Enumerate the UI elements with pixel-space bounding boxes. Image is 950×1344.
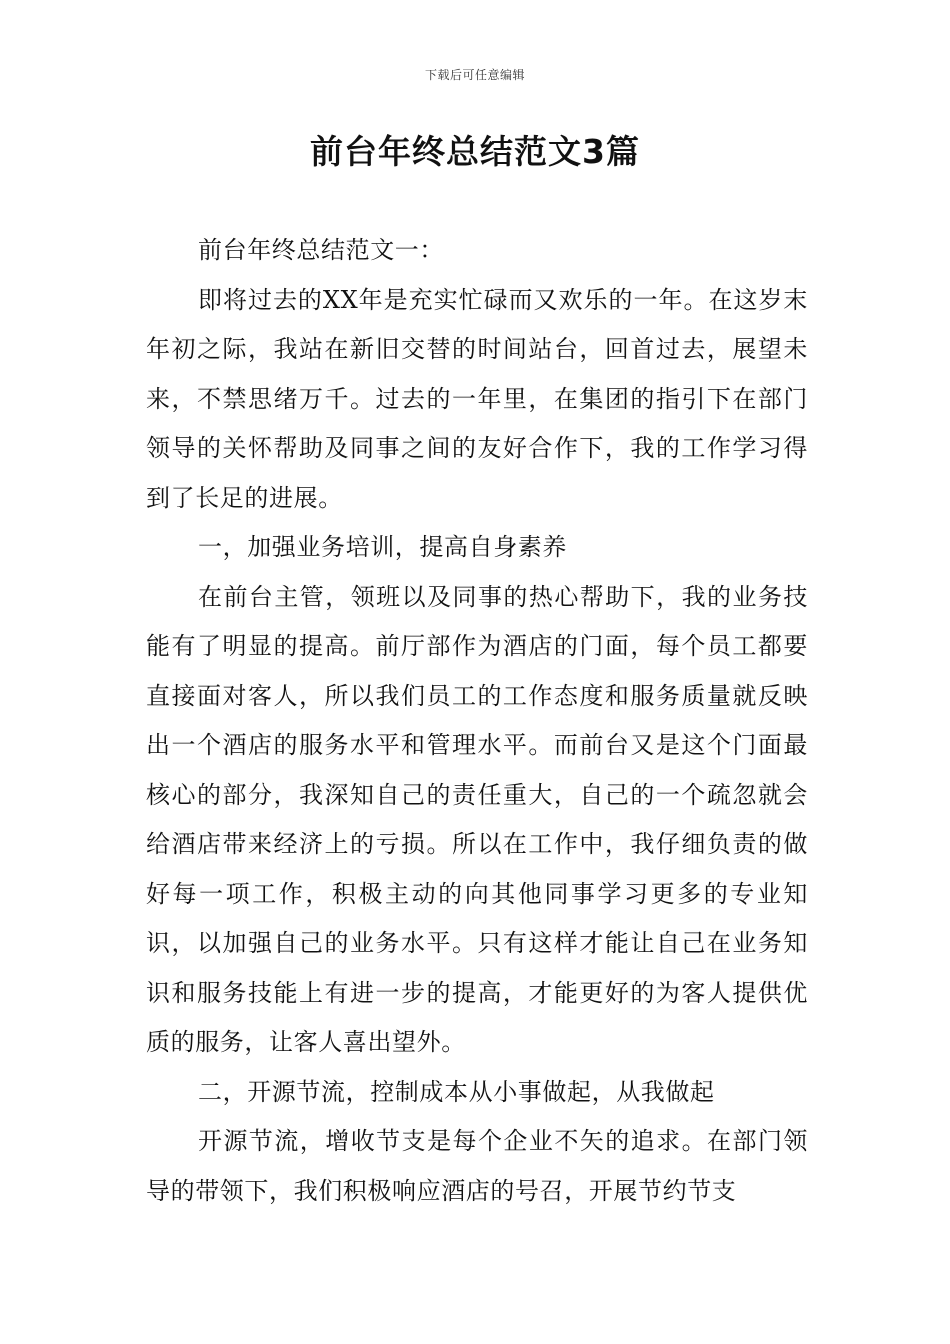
body-paragraph: 开源节流，增收节支是每个企业不矢的追求。在部门领导的带领下，我们积极响应酒店的号召，开展节约节支 bbox=[146, 1127, 808, 1205]
body-paragraph: 在前台主管，领班以及同事的热心帮助下，我的业务技能有了明显的提高。前厅部作为酒店的门面，每个员工都要直接面对客人，所以我们员工的工作态度和服务质量就反映出一个酒店的服务水平和管理水平。而前台又是这个门面最核心的部分，我深知自己的责任重大，自己的一个疏忽就会给酒店带来经济上的亏损。所以在工作中，我仔细负责的做好每一项工作，积极主动的向其他同事学习更多的专业知识，以加强自己的业务水平。只有这样才能让自己在业务知识和服务技能上有进一步的提高，才能更好的为客人提供优质的服务，让客人喜出望外。 bbox=[146, 582, 808, 1056]
document-title: 前台年终总结范文3篇 bbox=[310, 132, 640, 171]
body-paragraph: 即将过去的XX年是充实忙碌而又欢乐的一年。在这岁末年初之际，我站在新旧交替的时间站台，回首过去，展望未来，不禁思绪万千。过去的一年里，在集团的指引下在部门领导的关怀帮助及同事之间的友好合作下，我的工作学习得到了长足的进展。 bbox=[146, 285, 808, 512]
section-heading: 二，开源节流，控制成本从小事做起，从我做起 bbox=[198, 1077, 715, 1106]
document-body bbox=[146, 226, 808, 1216]
header-note: 下载后可任意编辑 bbox=[424, 68, 525, 82]
section-heading: 前台年终总结范文一： bbox=[198, 236, 444, 264]
section-heading: 一，加强业务培训，提高自身素养 bbox=[198, 533, 567, 561]
